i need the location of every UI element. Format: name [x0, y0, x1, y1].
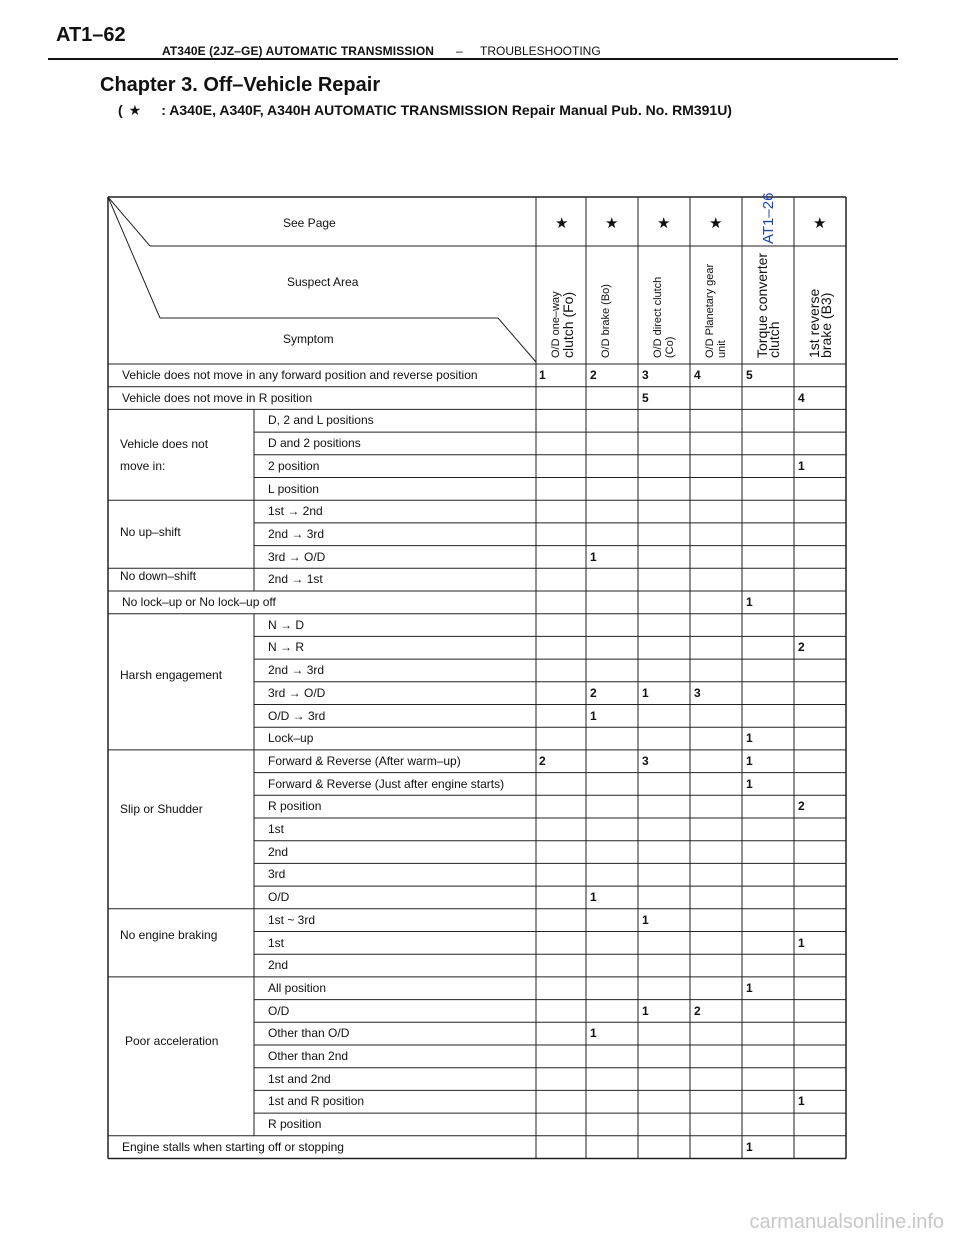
symptom-group-label: Poor acceleration: [125, 1034, 219, 1048]
suspect-area-label: Suspect Area: [287, 275, 359, 289]
priority-number: 2: [539, 753, 546, 768]
symptom-condition: 2nd: [268, 844, 289, 859]
priority-number: 1: [798, 1094, 805, 1109]
symptom-condition: 1st and 2nd: [268, 1071, 331, 1086]
priority-number: 2: [694, 1003, 701, 1018]
column-header-line1: O/D brake (Bo): [600, 284, 612, 358]
symptom-condition: Engine stalls when starting off or stopping: [122, 1139, 344, 1154]
priority-number: 3: [642, 753, 649, 768]
column-header-line1: O/D direct clutch: [652, 276, 664, 358]
priority-number: 2: [798, 799, 805, 814]
priority-number: 1: [539, 368, 546, 382]
symptom-group-label: No engine braking: [120, 928, 218, 942]
symptom-group-label-line2: move in:: [120, 459, 166, 473]
symptom-condition: 1st → 2nd: [268, 504, 323, 519]
symptom-condition: O/D → 3rd: [268, 708, 326, 723]
priority-number: 5: [746, 368, 753, 382]
symptom-condition: D and 2 positions: [268, 436, 361, 451]
star-icon: ★: [657, 215, 671, 232]
see-page-reference: AT1–26: [760, 192, 777, 244]
symptom-group-label: No up–shift: [120, 525, 181, 539]
symptom-condition: 3rd: [268, 867, 286, 882]
symptom-condition: All position: [268, 980, 327, 995]
column-header-line1: 1st reverse: [806, 288, 822, 358]
symptom-condition: Forward & Reverse (After warm–up): [268, 753, 461, 768]
priority-number: 4: [694, 368, 701, 382]
priority-number: 1: [642, 1003, 649, 1018]
column-header-line2: unit: [716, 340, 728, 358]
site-watermark: carmanualsonline.info: [749, 1211, 944, 1233]
symptom-condition: 2nd → 1st: [268, 572, 323, 587]
priority-number: 1: [746, 731, 753, 746]
priority-number: 3: [642, 368, 649, 382]
star-icon: ★: [813, 215, 827, 232]
symptom-condition: No lock–up or No lock–up off: [122, 595, 276, 609]
symptom-group-label: No down–shift: [120, 569, 197, 583]
see-page-label: See Page: [283, 216, 336, 230]
symptom-condition: Vehicle does not move in R position: [122, 390, 313, 405]
symptom-condition: R position: [268, 799, 322, 814]
column-header-line2: clutch (Fo): [560, 291, 576, 358]
symptom-condition: 1st ~ 3rd: [268, 912, 316, 927]
star-icon: ★: [128, 102, 142, 118]
symptom-condition: 2 position: [268, 458, 320, 473]
priority-number: 3: [694, 685, 701, 700]
priority-number: 1: [798, 458, 805, 473]
column-header-line2: brake (B3): [818, 292, 834, 358]
column-header: [808, 289, 832, 358]
priority-number: 2: [798, 640, 805, 655]
column-header-line2: (Co): [664, 336, 676, 358]
priority-number: 5: [642, 390, 649, 405]
symptom-condition: Lock–up: [268, 731, 314, 746]
star-icon: ★: [605, 215, 619, 232]
chapter-title: Chapter 3. Off–Vehicle Repair: [100, 74, 381, 96]
priority-number: 4: [798, 390, 805, 405]
symptom-condition: 3rd → O/D: [268, 549, 326, 564]
priority-number: 2: [590, 685, 597, 700]
symptom-group-label: Vehicle does not: [120, 437, 209, 451]
symptom-condition: L position: [268, 481, 319, 496]
header-section: TROUBLESHOOTING: [480, 44, 601, 58]
symptom-condition: R position: [268, 1117, 322, 1132]
priority-number: 1: [590, 1026, 597, 1041]
priority-number: 1: [798, 935, 805, 950]
column-header: [704, 264, 728, 358]
symptom-label: Symptom: [283, 332, 334, 346]
column-header-line1: O/D Planetary gear: [704, 263, 716, 358]
symptom-condition: 1st: [268, 935, 285, 950]
symptom-condition: Vehicle does not move in any forward position and reverse position: [122, 368, 478, 382]
symptom-condition: O/D: [268, 890, 290, 905]
column-header: [756, 253, 780, 358]
priority-number: 1: [642, 685, 649, 700]
header-title: AT340E (2JZ–GE) AUTOMATIC TRANSMISSION: [162, 44, 435, 58]
symptom-condition: 1st and R position: [268, 1094, 365, 1109]
symptom-condition: 2nd → 3rd: [268, 663, 325, 678]
priority-number: 1: [746, 980, 753, 995]
column-header-line1: O/D one–way: [550, 291, 562, 358]
corner-diagonal: [108, 197, 150, 246]
symptom-condition: 2nd → 3rd: [268, 526, 325, 541]
priority-number: 1: [590, 549, 597, 564]
column-header-line2: clutch: [766, 321, 782, 358]
star-icon: ★: [709, 215, 723, 232]
symptom-condition: D, 2 and L positions: [268, 413, 374, 428]
column-header: [550, 291, 574, 358]
priority-number: 2: [590, 368, 597, 382]
note-open-paren: (: [118, 102, 123, 118]
priority-number: 1: [746, 753, 753, 768]
symptom-condition: 3rd → O/D: [268, 685, 326, 700]
symptom-condition: 2nd: [268, 958, 289, 973]
symptom-condition: 1st: [268, 822, 285, 836]
symptom-condition: N → R: [268, 640, 304, 655]
symptom-condition: O/D: [268, 1003, 290, 1018]
symptom-condition: Other than 2nd: [268, 1049, 349, 1063]
corner-diagonal: [498, 318, 536, 362]
star-icon: ★: [555, 215, 569, 232]
page-number: AT1–62: [56, 24, 126, 46]
column-header: [652, 277, 676, 358]
symptom-condition: Forward & Reverse (Just after engine starts): [268, 776, 505, 791]
priority-number: 1: [642, 912, 649, 927]
symptom-condition: N → D: [268, 617, 304, 632]
priority-number: 1: [590, 708, 597, 723]
header-dash: –: [456, 44, 463, 58]
priority-number: 1: [746, 776, 753, 791]
priority-number: 1: [746, 1139, 753, 1154]
column-header: [600, 284, 612, 358]
note-text: : A340E, A340F, A340H AUTOMATIC TRANSMISSION Repair Manual Pub. No. RM391U): [161, 102, 732, 118]
corner-diagonal: [108, 197, 160, 318]
symptom-group-label: Harsh engagement: [120, 668, 223, 682]
symptom-condition: Other than O/D: [268, 1026, 350, 1041]
priority-number: 1: [590, 890, 597, 905]
priority-number: 1: [746, 595, 753, 609]
column-header-line1: Torque converter: [754, 252, 770, 358]
symptom-group-label: Slip or Shudder: [120, 802, 203, 816]
